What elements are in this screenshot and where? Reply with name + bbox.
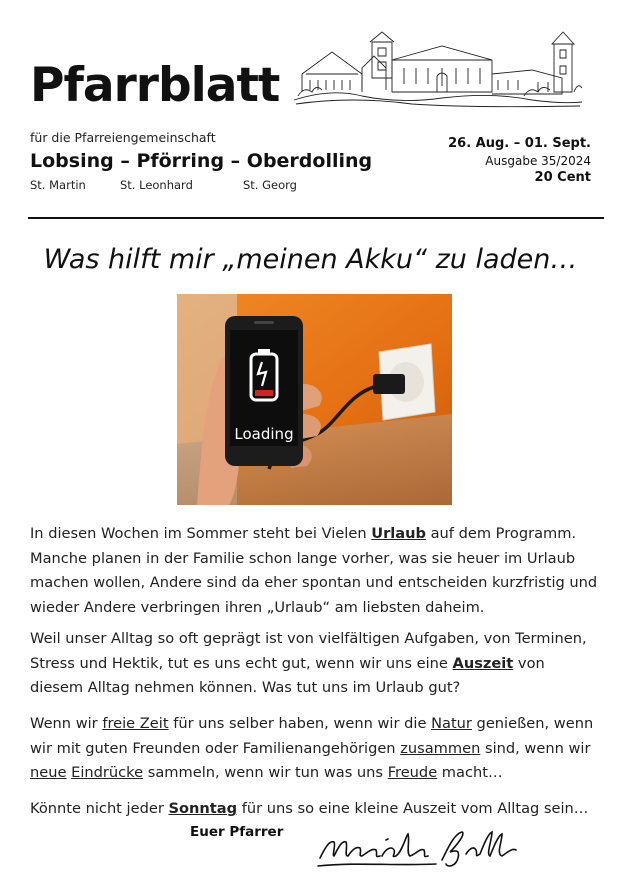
paragraph-2: Weil unser Alltag so oft geprägt ist von vielfältigen Aufgaben, von Terminen, Stress und Hektik, tut es uns echt gut, wenn wir uns eine Auszeit von diesem Alltag nehmen können. Was tut uns im Urlaub gut? <box>30 630 587 696</box>
issue-info <box>448 136 591 185</box>
masthead-title: Pfarrblatt <box>30 58 280 113</box>
keyword-urlaub: Urlaub <box>371 525 426 542</box>
keyword-neue: neue <box>30 764 67 781</box>
paragraph-3: Wenn wir freie Zeit für uns selber haben, wenn wir die Natur genießen, wenn wir mit guten Freunden oder Familienangehörigen zusammen sind, wenn wir neue Eindrücke sammeln, wenn wir tun was uns Freude macht… <box>30 715 594 781</box>
signoff: Euer Pfarrer <box>190 824 284 840</box>
phone-charging-photo <box>177 294 452 505</box>
issue-dates: 26. Aug. – 01. Sept. <box>448 136 591 151</box>
handwritten-signature <box>316 826 520 872</box>
header-divider <box>28 217 604 219</box>
wall-socket <box>373 344 435 420</box>
issue-number: Ausgabe 35/2024 <box>485 154 591 168</box>
issue-price: 20 Cent <box>534 170 591 185</box>
phone-screen-text: Loading <box>234 425 294 443</box>
keyword-zusammen: zusammen <box>400 739 481 757</box>
phone-icon <box>225 316 303 466</box>
paragraph-4: Könnte nicht jeder Sonntag für uns so eine kleine Auszeit vom Alltag sein… <box>30 800 589 817</box>
paragraph-1: In diesen Wochen im Sommer steht bei Vielen Urlaub auf dem Programm. Manche planen in der Familie schon lange vorher, was sie heuer im Urlaub machen wollen, Andere sind da eher spontan und entscheiden kurzfristig und wieder Andere verbringen ihren „Urlaub“ am liebsten daheim. <box>30 525 598 616</box>
keyword-natur: Natur <box>431 715 472 732</box>
church-sketch <box>292 30 584 108</box>
subtitle: für die Pfarreiengemeinschaft <box>30 130 216 145</box>
keyword-eindruecke: Eindrücke <box>71 764 144 781</box>
keyword-freude: Freude <box>387 764 438 781</box>
keyword-freie-zeit: freie Zeit <box>102 715 169 732</box>
saint-leonhard: St. Leonhard <box>120 178 193 192</box>
keyword-sonntag: Sonntag <box>168 800 238 817</box>
saint-georg: St. Georg <box>243 178 297 192</box>
article-headline: Was hilft mir „meinen Akku“ zu laden… <box>43 244 578 275</box>
keyword-auszeit: Auszeit <box>452 654 514 672</box>
parish-names: Lobsing – Pförring – Oberdolling <box>30 150 373 172</box>
saint-martin: St. Martin <box>30 178 86 192</box>
